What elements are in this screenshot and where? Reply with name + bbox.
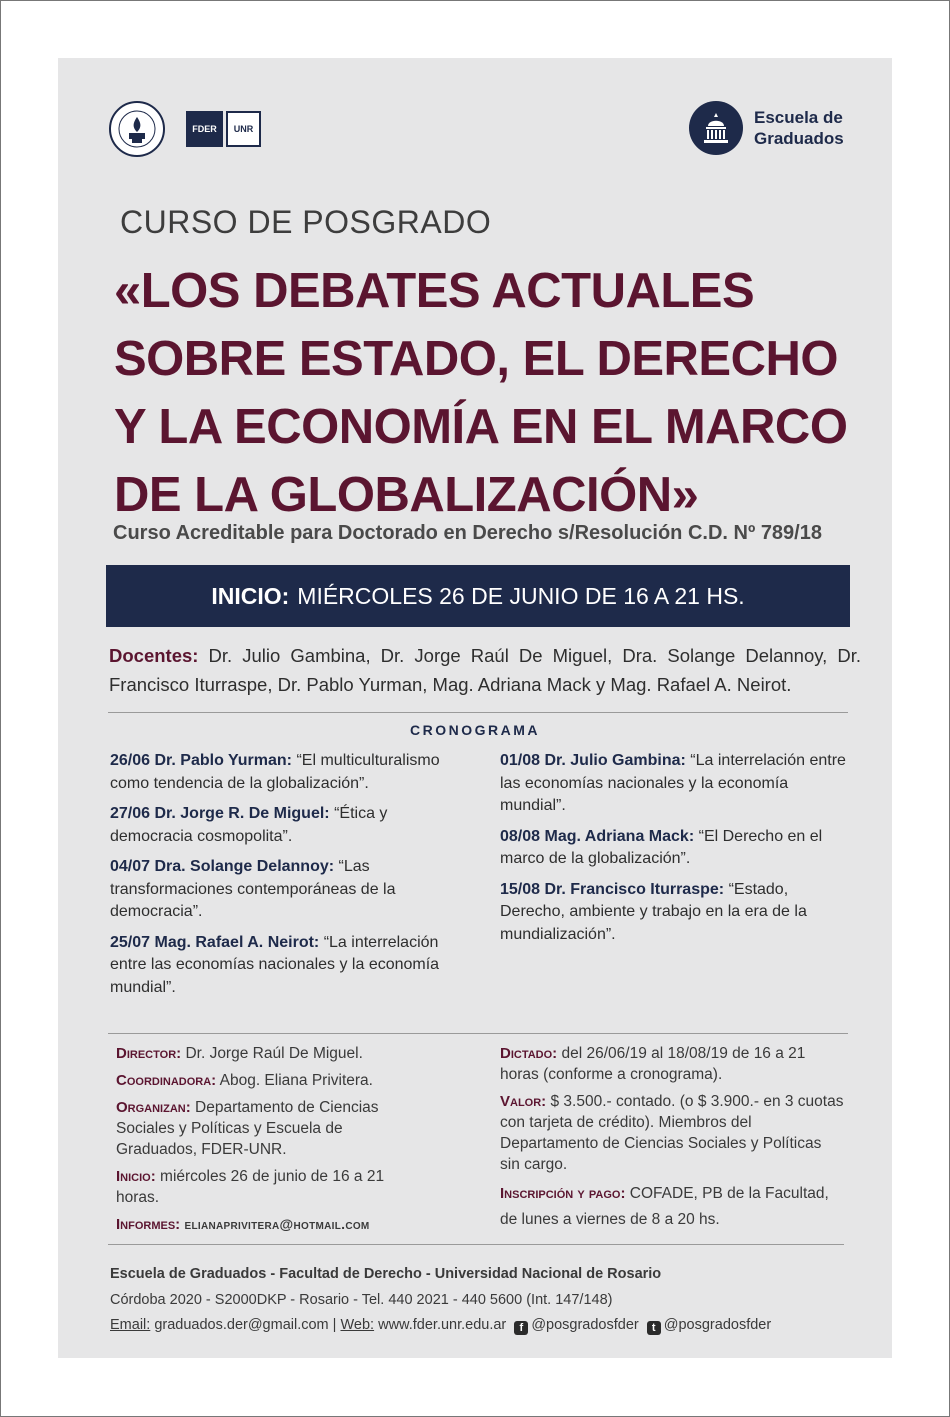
- docentes-paragraph: [109, 641, 861, 699]
- divider: [108, 1244, 844, 1245]
- web-label: Web:: [340, 1317, 375, 1333]
- detail-text: miércoles 26 de junio de 16 a 21 horas.: [116, 1168, 385, 1206]
- informes-email[interactable]: elianaprivitera@hotmail.com: [184, 1216, 370, 1232]
- detail-label: Valor:: [500, 1093, 547, 1110]
- detail-row: [116, 1070, 416, 1091]
- detail-row: [116, 1043, 416, 1064]
- email-label: Email:: [110, 1317, 151, 1333]
- item-text: “La interrelación entre las economías nacionales y la economía mundial”.: [110, 933, 440, 996]
- facebook-icon: f: [514, 1321, 528, 1335]
- docentes-text: Dr. Julio Gambina, Dr. Jorge Raúl De Miguel, Dra. Solange Delannoy, Dr. Francisco Iturraspe, Dr. Pablo Yurman, Mag. Adriana Mack y Mag. Rafael A. Neirot.: [109, 645, 861, 695]
- detail-text: Abog. Eliana Privitera.: [219, 1072, 373, 1089]
- detail-row: [116, 1166, 416, 1208]
- facebook-handle[interactable]: @posgradosfder: [531, 1317, 639, 1333]
- start-date-banner: [106, 565, 850, 627]
- twitter-handle[interactable]: @posgradosfder: [663, 1317, 772, 1333]
- detail-label: Coordinadora:: [116, 1072, 217, 1089]
- item-head: 08/08 Mag. Adriana Mack:: [500, 827, 695, 845]
- cronograma-left-column: [110, 750, 460, 1007]
- detail-row: [500, 1181, 845, 1233]
- title-line: Y LA ECONOMÍA EN EL MARCO: [114, 400, 848, 454]
- detail-text: del 26/06/19 al 18/08/19 de 16 a 21 horas (conforme a cronograma).: [500, 1045, 806, 1083]
- details-left: [116, 1043, 416, 1241]
- cronograma-item: [110, 803, 460, 848]
- item-head: 27/06 Dr. Jorge R. De Miguel:: [110, 805, 330, 822]
- item-head: 25/07 Mag. Rafael A. Neirot:: [110, 933, 320, 951]
- course-label: CURSO DE POSGRADO: [120, 204, 492, 240]
- detail-row: [116, 1097, 416, 1160]
- fder-logo: FDER: [186, 111, 223, 147]
- item-text: “Las transformaciones contemporáneas de la democracia”.: [110, 858, 396, 920]
- divider: [108, 1033, 848, 1034]
- cronograma-title: CRONOGRAMA: [410, 722, 540, 738]
- escuela-graduados-icon: [689, 101, 743, 155]
- footer-web-link[interactable]: www.fder.unr.edu.ar: [378, 1317, 507, 1333]
- divider: [108, 712, 848, 713]
- escuela-line1: Escuela de: [754, 108, 843, 127]
- detail-label: Dictado:: [500, 1045, 558, 1062]
- detail-row: [500, 1091, 845, 1175]
- course-subtitle: Curso Acreditable para Doctorado en Derecho s/Resolución C.D. Nº 789/18: [113, 522, 822, 544]
- footer: [110, 1262, 771, 1339]
- detail-text: Departamento de Ciencias Sociales y Políticas y Escuela de Graduados, FDER-UNR.: [116, 1099, 379, 1158]
- cronograma-item: [500, 879, 850, 947]
- detail-label: Inscripción y pago:: [500, 1185, 626, 1202]
- detail-row: [500, 1043, 845, 1085]
- item-head: 26/06 Dr. Pablo Yurman:: [110, 752, 293, 769]
- item-text: “El Derecho en el marco de la globalización”.: [500, 827, 823, 867]
- banner-text: MIÉRCOLES 26 DE JUNIO DE 16 A 21 HS.: [297, 582, 745, 609]
- cronograma-item: [500, 826, 850, 871]
- title-line: DE LA GLOBALIZACIÓN»: [114, 468, 699, 522]
- item-head: 15/08 Dr. Francisco Iturraspe:: [500, 880, 725, 898]
- item-text: “La interrelación entre las economías nacionales y la economía mundial”.: [500, 752, 846, 814]
- detail-label: Organizan:: [116, 1099, 191, 1116]
- detail-row: [116, 1214, 416, 1235]
- cronograma-item: [110, 750, 460, 795]
- title-line: SOBRE ESTADO, EL DERECHO: [114, 332, 839, 386]
- cronograma-item: [110, 856, 460, 924]
- detail-text: Dr. Jorge Raúl De Miguel.: [185, 1045, 363, 1062]
- item-text: “El multiculturalismo como tendencia de la globalización”.: [110, 752, 440, 792]
- footer-address: Córdoba 2020 - S2000DKP - Rosario - Tel. 440 2021 - 440 5600 (Int. 147/148): [110, 1291, 613, 1308]
- cronograma-item: [500, 750, 850, 818]
- unr-seal-logo: [108, 100, 166, 158]
- detail-text: COFADE, PB de la Facultad, de lunes a viernes de 8 a 20 hs.: [500, 1185, 829, 1228]
- docentes-label: Docentes:: [109, 645, 199, 666]
- cronograma-item: [110, 932, 460, 1000]
- course-title: [114, 257, 874, 529]
- footer-institution: Escuela de Graduados - Facultad de Derecho - Universidad Nacional de Rosario: [110, 1266, 662, 1282]
- escuela-line2: Graduados: [754, 129, 844, 148]
- item-text: “Ética y democracia cosmopolita”.: [110, 805, 388, 845]
- banner-label: INICIO:: [211, 582, 290, 609]
- detail-label: Director:: [116, 1045, 182, 1062]
- cronograma-right-column: [500, 750, 850, 954]
- item-head: 04/07 Dra. Solange Delannoy:: [110, 858, 335, 875]
- title-line: «LOS DEBATES ACTUALES: [114, 264, 755, 318]
- footer-contacts: [110, 1313, 771, 1339]
- separator: |: [332, 1317, 337, 1333]
- detail-label: Inicio:: [116, 1168, 156, 1185]
- details-right: [500, 1043, 845, 1239]
- item-text: “Estado, Derecho, ambiente y trabajo en la era de la mundialización”.: [500, 880, 807, 943]
- detail-label: Informes:: [116, 1216, 181, 1233]
- detail-text: $ 3.500.- contado. (o $ 3.900.- en 3 cuotas con tarjeta de crédito). Miembros del Departamento de Ciencias Sociales y Políticas sin cargo.: [500, 1093, 844, 1173]
- footer-email-link[interactable]: graduados.der@gmail.com: [154, 1317, 329, 1333]
- escuela-graduados-logo-text: [754, 107, 844, 149]
- unr-logo: UNR: [226, 111, 261, 147]
- twitter-icon: t: [647, 1321, 661, 1335]
- item-head: 01/08 Dr. Julio Gambina:: [500, 752, 686, 769]
